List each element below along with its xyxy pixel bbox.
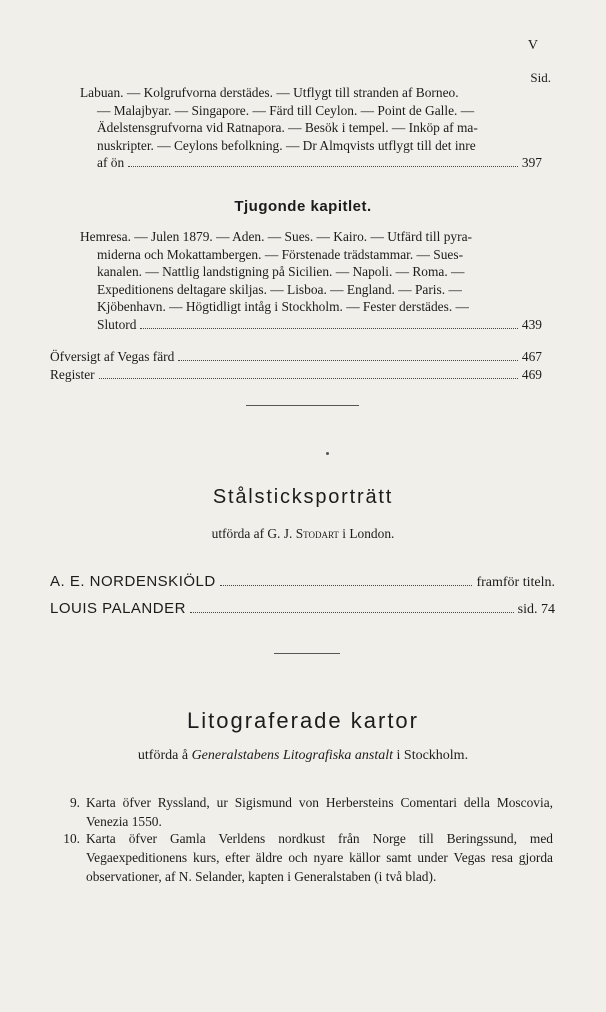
- entry-page: 439: [521, 316, 542, 332]
- subtitle-suffix: i Stockholm.: [396, 748, 469, 763]
- portrait-ref: sid. 74: [517, 602, 555, 617]
- entry-page: 469: [521, 366, 542, 382]
- maps-title: Litograferade kartor: [187, 708, 419, 733]
- divider-rule: [274, 653, 340, 654]
- portrait-name: LOUIS PALANDER: [50, 600, 186, 617]
- map-description: Karta öfver Ryssland, ur Sigismund von Herbersteins Comentari della Moscovia, Venezia 1550.: [86, 795, 553, 829]
- entry-label: Öfversigt af Vegas färd: [50, 349, 175, 364]
- entry-line: Ädelstensgrufvorna vid Ratnapora. — Besök i tempel. — Inköp af ma-: [97, 120, 478, 135]
- entry-label: Register: [50, 366, 95, 382]
- entry-line: Hemresa. — Julen 1879. — Aden. — Sues. — Kairo. — Utfärd till pyra-: [80, 229, 472, 244]
- entry-line: Slutord: [97, 316, 137, 332]
- entry-last-line: [80, 316, 542, 334]
- dot-leader: [140, 328, 517, 329]
- portraits-title: Stålsticksporträtt: [212, 486, 394, 508]
- entry-page: 397: [521, 155, 542, 170]
- entry-last-line: [80, 154, 542, 172]
- entry-line: nuskripter. — Ceylons befolkning. — Dr Almqvists utflygt till det inre: [97, 137, 476, 153]
- contents-entry: [50, 366, 542, 384]
- portrait-entry: [50, 573, 555, 591]
- entry-line: Expeditionens deltagare skiljas. — Lisboa. — England. — Paris. —: [97, 281, 462, 297]
- dot-leader: [99, 378, 518, 379]
- map-item: [48, 793, 553, 831]
- maps-subtitle: [0, 748, 606, 764]
- contents-entry-continued: [80, 84, 542, 172]
- subtitle-suffix: i London.: [342, 526, 395, 541]
- portrait-name: A. E. NORDENSKIÖLD: [50, 573, 216, 590]
- appendix-entries: [50, 348, 542, 383]
- subtitle-prefix: utförda af G. J.: [211, 526, 293, 541]
- chapter-contents: [80, 228, 542, 333]
- dot-leader: [128, 166, 518, 167]
- page-number: V: [527, 38, 538, 53]
- divider-rule: [246, 405, 359, 406]
- map-description: Karta öfver Gamla Verldens nordkust från Norge till Beringssund, med Vegaexpeditionens kurs, efter äldre och nyare källor samt under Vegas resa gjorda observationer, af N. Selander, kapten i Generalstaben (i två blad).: [86, 831, 553, 884]
- publisher-name: Generalstabens Litografiska anstalt: [191, 748, 394, 763]
- printed-dot: [326, 452, 329, 455]
- entry-page: 467: [521, 349, 542, 364]
- map-number: 9.: [69, 795, 80, 810]
- entry-line: Kjöbenhavn. — Högtidligt intåg i Stockholm. — Fester derstädes. —: [97, 299, 469, 314]
- portraits-subtitle: [0, 526, 606, 542]
- contents-entry: [50, 348, 542, 366]
- page-column-header: Sid.: [530, 70, 551, 85]
- dot-leader: [178, 360, 518, 361]
- entry-line: — Malajbyar. — Singapore. — Färd till Ceylon. — Point de Galle. —: [97, 102, 475, 118]
- chapter-title: Tjugonde kapitlet.: [234, 198, 372, 215]
- engraver-name: Stodart: [295, 526, 339, 541]
- entry-line: kanalen. — Nattlig landstigning på Sicilien. — Napoli. — Roma. —: [97, 264, 465, 279]
- map-number: 10.: [63, 831, 80, 846]
- dot-leader: [220, 585, 473, 586]
- entry-line: miderna och Mokattambergen. — Förstenade trädstammar. — Sues-: [97, 246, 464, 262]
- subtitle-prefix: utförda å: [137, 748, 189, 763]
- portrait-entry: [50, 600, 555, 618]
- portrait-ref: framför titeln.: [476, 575, 555, 590]
- dot-leader: [190, 612, 514, 613]
- entry-line: af ön: [97, 155, 125, 170]
- map-item: [48, 829, 553, 886]
- entry-line: Labuan. — Kolgrufvorna derstädes. — Utflygt till stranden af Borneo.: [80, 85, 459, 100]
